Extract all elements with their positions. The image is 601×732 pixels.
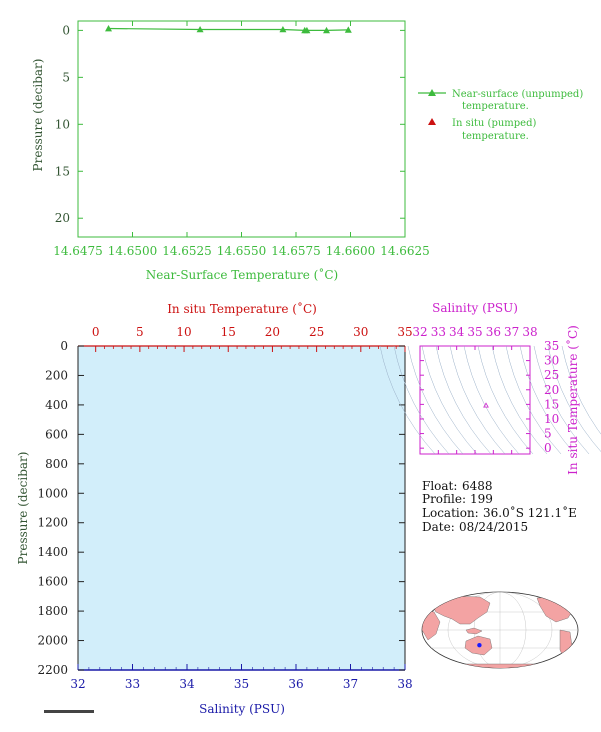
profile-value: 199 xyxy=(470,492,493,506)
salinity-tick-label: 38 xyxy=(397,677,413,691)
world-map xyxy=(422,592,578,670)
ts-temperature-tick-label: 5 xyxy=(544,426,552,441)
legend-pumped-label-line1: In situ (pumped) xyxy=(452,118,537,129)
date-value: 08/24/2015 xyxy=(459,520,529,534)
profile-label: Profile: xyxy=(422,492,467,506)
legend-unpumped-label-line2: temperature. xyxy=(462,101,529,112)
legend-pumped-triangle-icon xyxy=(428,118,436,125)
ts-temperature-tick-label: 35 xyxy=(544,339,560,353)
ns-x-tick-label: 14.6625 xyxy=(380,244,430,258)
ts-temperature-tick-label: 0 xyxy=(544,441,552,456)
date-label: Date: xyxy=(422,520,455,534)
pressure-tick-label: 2000 xyxy=(37,633,68,648)
profile-plot-area xyxy=(78,346,405,670)
temperature-tick-label: 15 xyxy=(220,325,236,339)
pressure-tick-label: 0 xyxy=(60,339,68,353)
salinity-tick-label: 36 xyxy=(288,677,304,691)
temperature-tick-label: 25 xyxy=(308,325,325,339)
temperature-tick-label: 35 xyxy=(397,325,413,339)
temperature-tick-label: 5 xyxy=(136,325,144,339)
ts-salinity-tick-label: 37 xyxy=(504,325,520,339)
salinity-tick-label: 32 xyxy=(70,677,86,691)
location-label: Location: xyxy=(422,506,479,520)
temperature-axis-title: In situ Temperature (˚C) xyxy=(167,302,317,316)
near-surface-x-axis-label: Near-Surface Temperature (˚C) xyxy=(145,268,339,282)
near-surface-plot-frame xyxy=(78,21,405,237)
ns-y-tick-label: 0 xyxy=(62,23,70,38)
temperature-tick-label: 20 xyxy=(264,325,281,339)
salinity-tick-label: 33 xyxy=(124,677,141,691)
ts-salinity-tick-label: 33 xyxy=(430,325,446,339)
ns-x-tick-label: 14.6575 xyxy=(271,244,321,258)
ns-x-tick-label: 14.6600 xyxy=(325,244,376,258)
pressure-tick-label: 1200 xyxy=(37,515,68,530)
ns-x-tick-label: 14.6500 xyxy=(107,244,158,258)
profile-pressure-axis-label: Pressure (decibar) xyxy=(16,451,30,565)
pressure-tick-label: 200 xyxy=(45,368,68,383)
pressure-tick-label: 1800 xyxy=(37,604,68,619)
pressure-tick-label: 1400 xyxy=(37,545,68,560)
temperature-tick-label: 30 xyxy=(353,325,369,339)
ts-salinity-tick-label: 35 xyxy=(467,325,483,339)
near-surface-panel xyxy=(31,21,430,282)
float-info xyxy=(422,479,577,534)
ts-temperature-tick-label: 15 xyxy=(544,397,560,412)
location-value: 36.0˚S 121.1˚E xyxy=(483,506,577,520)
ns-x-tick-label: 14.6550 xyxy=(216,244,267,258)
ns-y-tick-label: 10 xyxy=(54,117,70,132)
pressure-tick-label: 400 xyxy=(45,397,68,412)
temperature-tick-label: 10 xyxy=(176,325,192,339)
ts-salinity-tick-label: 38 xyxy=(522,325,538,339)
ts-salinity-title: Salinity (PSU) xyxy=(432,301,518,315)
ts-salinity-tick-label: 36 xyxy=(485,325,501,339)
ns-x-tick-label: 14.6475 xyxy=(53,244,103,258)
ts-diagram-panel xyxy=(380,301,601,475)
salinity-tick-label: 34 xyxy=(179,677,195,691)
salinity-axis-label: Salinity (PSU) xyxy=(199,702,285,716)
ts-salinity-tick-label: 32 xyxy=(412,325,428,339)
temperature-tick-label: 0 xyxy=(91,325,100,339)
ns-x-tick-label: 14.6525 xyxy=(162,244,212,258)
near-surface-legend xyxy=(418,89,583,142)
pressure-tick-label: 600 xyxy=(45,427,68,442)
ts-salinity-tick-label: 34 xyxy=(449,325,465,339)
float-location-marker xyxy=(477,643,481,647)
land-south-america xyxy=(560,630,572,660)
float-value: 6488 xyxy=(462,479,493,493)
ns-y-tick-label: 5 xyxy=(62,70,70,85)
profile-panel xyxy=(16,301,413,716)
pressure-tick-label: 1000 xyxy=(37,486,68,501)
salinity-tick-label: 35 xyxy=(233,677,250,691)
ns-y-tick-label: 15 xyxy=(54,164,70,179)
salinity-tick-label: 37 xyxy=(342,677,359,691)
legend-pumped-label-line2: temperature. xyxy=(462,131,529,142)
footer-stamp xyxy=(44,710,94,713)
ts-temperature-tick-label: 20 xyxy=(544,382,560,397)
legend-unpumped-label-line1: Near-surface (unpumped) xyxy=(452,89,584,100)
ts-temperature-tick-label: 10 xyxy=(544,411,560,426)
ts-plot-frame xyxy=(420,346,530,454)
ts-temperature-tick-label: 25 xyxy=(544,368,560,383)
float-label: Float: xyxy=(422,479,458,493)
land-antarctica xyxy=(430,664,570,670)
pressure-tick-label: 1600 xyxy=(37,574,68,589)
ts-temperature-label: In situ Temperature (˚C) xyxy=(566,325,580,475)
salinity-ticks xyxy=(70,664,412,691)
ns-y-tick-label: 20 xyxy=(54,211,70,226)
ts-temperature-tick-label: 30 xyxy=(544,353,560,368)
pressure-tick-label: 800 xyxy=(45,456,68,471)
near-surface-y-axis-label: Pressure (decibar) xyxy=(31,58,45,172)
pressure-tick-label: 2200 xyxy=(37,663,68,677)
